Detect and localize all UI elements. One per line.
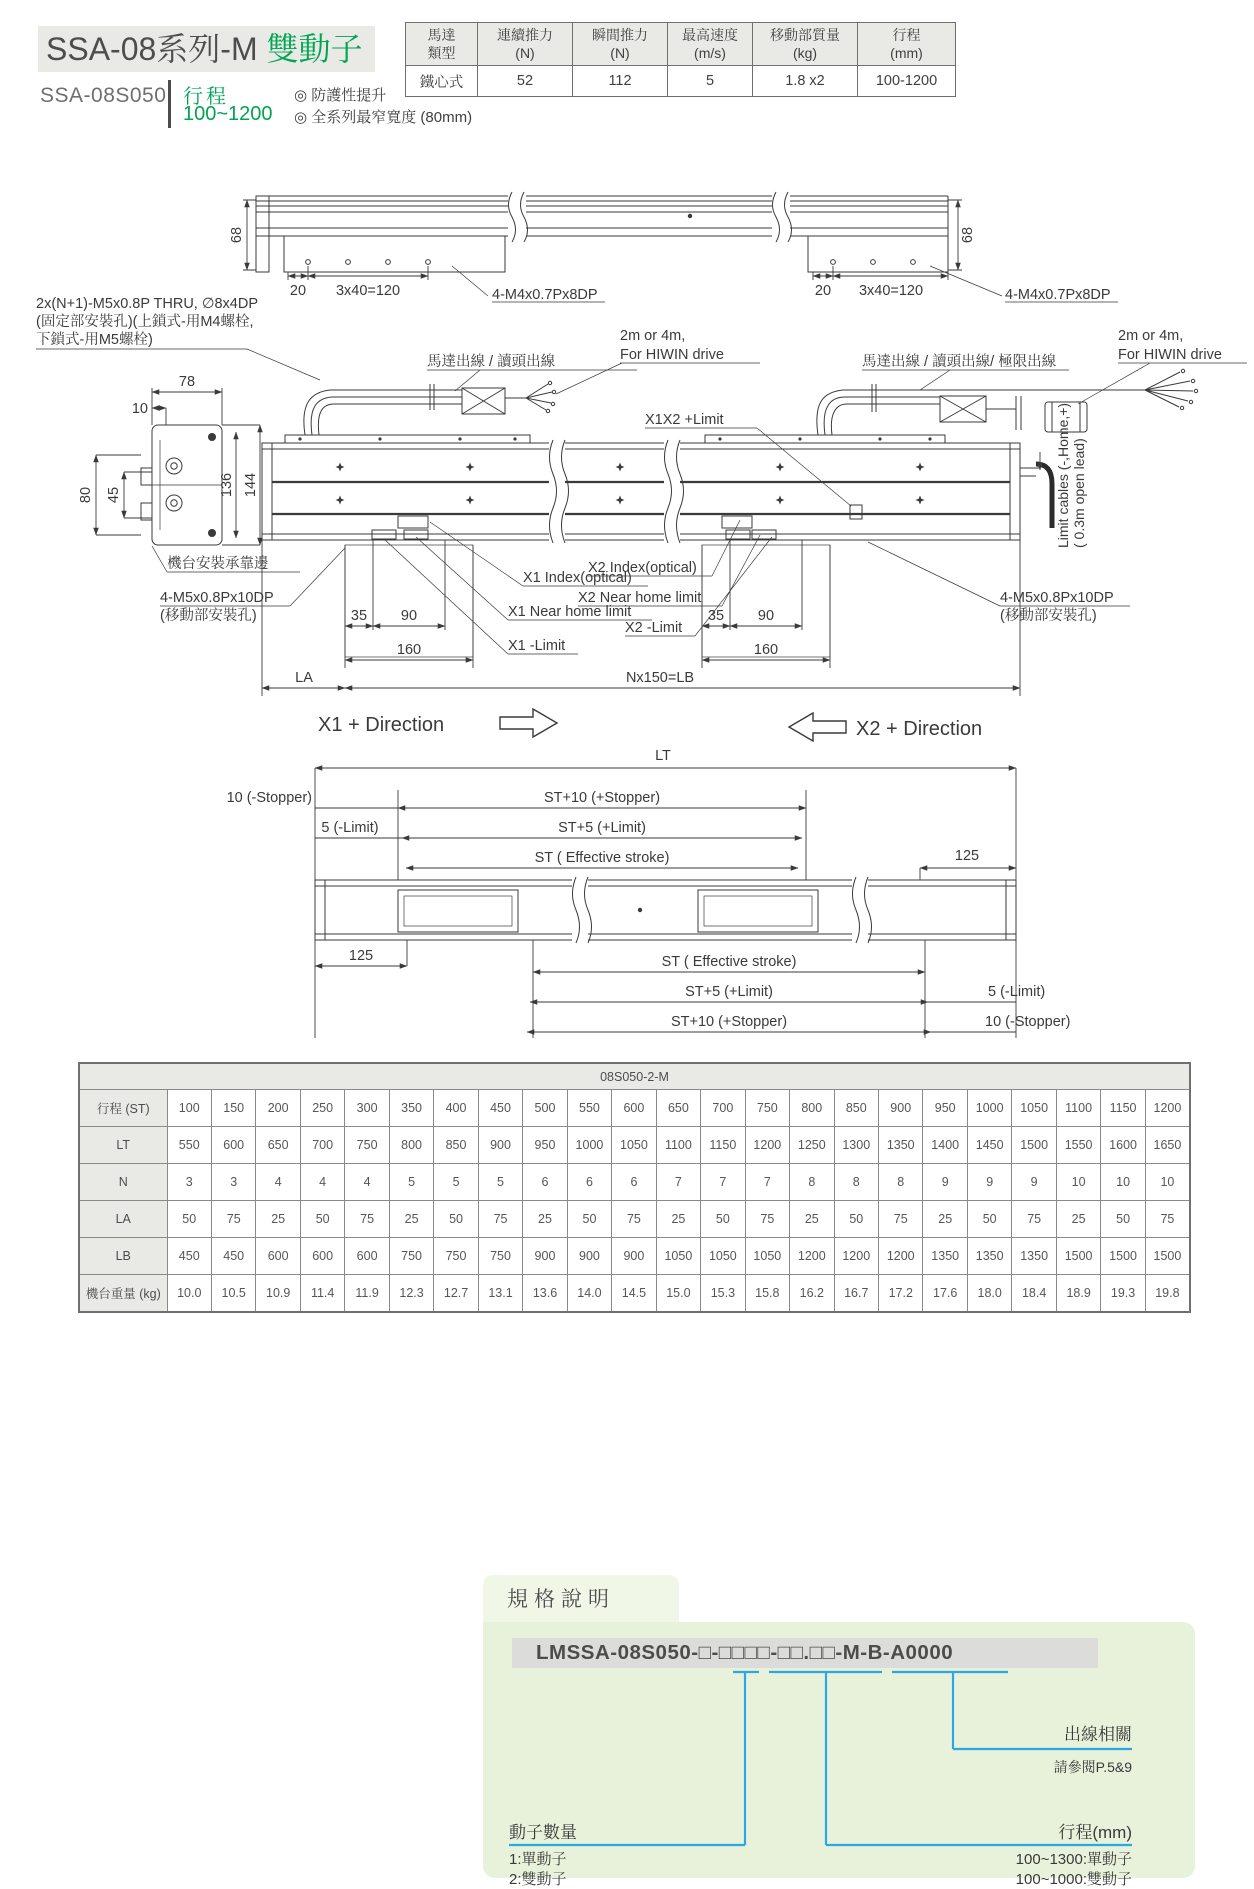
spec-table-header-cell: 移動部質量 (kg): [753, 23, 858, 66]
forcer-option-2: 2:雙動子: [509, 1871, 567, 1888]
dim-cell: 1150: [1101, 1090, 1145, 1127]
limit-plus-bottom: ST+5 (+Limit): [685, 984, 773, 1000]
mount-note-left-line2: (移動部安裝孔): [160, 608, 257, 624]
dim-cell: 7: [745, 1164, 789, 1201]
dim-row-label: LA: [79, 1201, 167, 1238]
dim-cell: 8: [790, 1164, 834, 1201]
break-line-icon: [572, 877, 872, 943]
dim-cell: 1350: [1012, 1238, 1056, 1275]
model-name: SSA-08S050: [40, 84, 167, 107]
dim-125-top: 125: [954, 848, 980, 864]
dim-cell: 1100: [1056, 1090, 1100, 1127]
hiwin-drive-right-line1: 2m or 4m,: [1118, 328, 1184, 344]
dim-35-right: 35: [707, 608, 725, 624]
dim-cell: 18.9: [1056, 1275, 1100, 1313]
dim-20-right: 20: [814, 283, 832, 299]
dim-row-label: N: [79, 1164, 167, 1201]
dim-cell: 5: [389, 1164, 433, 1201]
dim-cell: 75: [211, 1201, 255, 1238]
dim-cell: 1050: [1012, 1090, 1056, 1127]
dim-cell: 18.4: [1012, 1275, 1056, 1313]
dim-cell: 450: [167, 1238, 211, 1275]
dim-cell: 1200: [1145, 1090, 1190, 1127]
dim-cell: 4: [256, 1164, 300, 1201]
dim-cell: 750: [478, 1238, 522, 1275]
dim-cell: 9: [1012, 1164, 1056, 1201]
dim-cell: 500: [523, 1090, 567, 1127]
dim-cell: 300: [345, 1090, 389, 1127]
mount-note-right-line1: 4-M5x0.8Px10DP: [1000, 590, 1114, 606]
mount-note-left-line1: 4-M5x0.8Px10DP: [160, 590, 274, 606]
dim-cell: 600: [211, 1127, 255, 1164]
spec-table-header-cell: 行程 (mm): [858, 23, 956, 66]
hiwin-drive-left-line2: For HIWIN drive: [620, 347, 724, 363]
dim-cell: 50: [167, 1201, 211, 1238]
dim-cell: 1350: [923, 1238, 967, 1275]
x1-direction-label: X1 + Direction: [318, 714, 445, 736]
dim-cell: 900: [879, 1090, 923, 1127]
hiwin-drive-right-line2: For HIWIN drive: [1118, 347, 1222, 363]
dim-cell: 50: [967, 1201, 1011, 1238]
dim-table-row: [79, 1201, 1190, 1238]
dim-cell: 75: [612, 1201, 656, 1238]
dim-160-right: 160: [753, 642, 779, 658]
limit-cable: [1020, 452, 1052, 528]
dim-cell: 1050: [612, 1127, 656, 1164]
dim-cell: 950: [923, 1090, 967, 1127]
dim-cell: 450: [211, 1238, 255, 1275]
dim-cell: 250: [300, 1090, 344, 1127]
dim-144: 144: [243, 472, 259, 498]
x1-home-label: X1 Near home limit: [508, 604, 632, 620]
dim-cell: 10: [1101, 1164, 1145, 1201]
dim-cell: 1200: [879, 1238, 923, 1275]
x2-direction-label: X2 + Direction: [856, 718, 983, 740]
callout-lines: [509, 1672, 1132, 1845]
arrow-right-icon: [500, 709, 557, 737]
limit-cable-label-line2: ( 0.3m open lead): [1071, 438, 1087, 548]
dim-cell: 550: [167, 1127, 211, 1164]
dim-cell: 600: [256, 1238, 300, 1275]
dim-cell: 17.2: [879, 1275, 923, 1313]
dim-10: 10: [131, 401, 148, 417]
dim-cell: 1050: [656, 1238, 700, 1275]
page-title-highlight: 雙動子: [266, 31, 363, 67]
x1x2-limit-label: X1X2 +Limit: [645, 412, 724, 428]
dim-cell: 750: [345, 1127, 389, 1164]
dim-cell: 10: [1056, 1164, 1100, 1201]
dim-cell: 1200: [745, 1127, 789, 1164]
limit-minus-bottom: 5 (-Limit): [988, 984, 1046, 1000]
stopper-minus-top: 10 (-Stopper): [226, 790, 312, 806]
dim-cell: 75: [1145, 1201, 1190, 1238]
stroke-label: 行程: [183, 86, 229, 108]
dim-cell: 14.5: [612, 1275, 656, 1313]
dim-cell: 50: [300, 1201, 344, 1238]
dim-cell: 1350: [967, 1238, 1011, 1275]
dim-cell: 1400: [923, 1127, 967, 1164]
dim-la: LA: [295, 670, 313, 686]
dim-cell: 6: [612, 1164, 656, 1201]
dim-cell: 1500: [1145, 1238, 1190, 1275]
dim-cell: 1150: [701, 1127, 745, 1164]
arrow-left-icon: [789, 713, 846, 741]
dim-cell: 1050: [745, 1238, 789, 1275]
dim-cell: 1100: [656, 1127, 700, 1164]
wiring-callout-title: 出線相關: [1064, 1725, 1132, 1744]
dim-table-title-row: [79, 1063, 1190, 1090]
dim-cell: 75: [879, 1201, 923, 1238]
top-side-view: [229, 192, 1118, 303]
dim-20-left: 20: [289, 283, 307, 299]
feature-bullet-2: ◎ 全系列最窄寬度 (80mm): [294, 109, 473, 126]
dim-cell: 25: [389, 1201, 433, 1238]
dimension-table-wrap: [78, 1062, 1191, 1313]
dim-90-left: 90: [400, 608, 418, 624]
dim-cell: 1550: [1056, 1127, 1100, 1164]
spec-table-header-cell: 最高速度 (m/s): [668, 23, 753, 66]
motor-cable-right-label: 馬達出線 / 讀頭出線/ 極限出線: [862, 354, 1057, 370]
dim-68-left: 68: [229, 226, 245, 244]
spec-table-header-cell: 瞬間推力 (N): [573, 23, 668, 66]
dim-125-bottom: 125: [348, 948, 374, 964]
dim-cell: 75: [345, 1201, 389, 1238]
dim-35-left: 35: [350, 608, 368, 624]
dim-cell: 12.7: [434, 1275, 478, 1313]
dim-cell: 1250: [790, 1127, 834, 1164]
dim-cell: 750: [745, 1090, 789, 1127]
dim-cell: 4: [345, 1164, 389, 1201]
feature-bullet-1: ◎ 防護性提升: [294, 87, 387, 104]
fixing-note-line1: 2x(N+1)-M5x0.8P THRU, ∅8x4DP: [36, 296, 259, 312]
dim-row-label: 行程 (ST): [79, 1090, 167, 1127]
dim-cell: 10: [1145, 1164, 1190, 1201]
x2-limit-label: X2 -Limit: [625, 620, 683, 636]
dim-cell: 1600: [1101, 1127, 1145, 1164]
dim-cell: 6: [523, 1164, 567, 1201]
dim-cell: 800: [790, 1090, 834, 1127]
dim-cell: 1500: [1012, 1127, 1056, 1164]
fixing-note-line3: 下鎖式-用M5螺栓): [36, 332, 153, 348]
dim-cell: 700: [300, 1127, 344, 1164]
dim-3x40-right: 3x40=120: [858, 283, 924, 299]
dim-table-row: [79, 1127, 1190, 1164]
dim-cell: 1350: [879, 1127, 923, 1164]
model-code: LMSSA-08S050-□-□□□□-□□.□□-M-B-A0000: [536, 1641, 954, 1664]
dim-cell: 1300: [834, 1127, 878, 1164]
dim-cell: 900: [523, 1238, 567, 1275]
dim-cell: 19.8: [1145, 1275, 1190, 1313]
dim-cell: 8: [879, 1164, 923, 1201]
dim-cell: 16.2: [790, 1275, 834, 1313]
dim-cell: 7: [701, 1164, 745, 1201]
dim-cell: 900: [567, 1238, 611, 1275]
dim-cell: 50: [567, 1201, 611, 1238]
dim-cell: 50: [1101, 1201, 1145, 1238]
dim-cell: 15.0: [656, 1275, 700, 1313]
dim-cell: 5: [478, 1164, 522, 1201]
dim-cell: 350: [389, 1090, 433, 1127]
dim-cell: 550: [567, 1090, 611, 1127]
screw-note-right: 4-M4x0.7Px8DP: [1005, 287, 1111, 303]
spec-section-title: 規格說明: [507, 1588, 615, 1611]
dim-row-label: 機台重量 (kg): [79, 1275, 167, 1313]
effective-stroke-top: ST ( Effective stroke): [534, 850, 670, 866]
direction-row: [318, 709, 982, 741]
dim-cell: 25: [923, 1201, 967, 1238]
spec-table-cell: 100-1200: [858, 66, 956, 97]
stroke-option-1: 100~1300:單動子: [1015, 1851, 1132, 1868]
plan-view: [36, 296, 1247, 696]
dim-cell: 17.6: [923, 1275, 967, 1313]
dim-cell: 1200: [790, 1238, 834, 1275]
dim-cell: 19.3: [1101, 1275, 1145, 1313]
page-title-text: SSA-08系列-M: [46, 31, 267, 67]
dim-cell: 1000: [567, 1127, 611, 1164]
dim-cell: 1450: [967, 1127, 1011, 1164]
dim-cell: 11.4: [300, 1275, 344, 1313]
dim-cell: 450: [478, 1090, 522, 1127]
dim-cell: 10.9: [256, 1275, 300, 1313]
dim-cell: 25: [790, 1201, 834, 1238]
dim-cell: 750: [434, 1238, 478, 1275]
dim-cell: 8: [834, 1164, 878, 1201]
dimension-table-body: [79, 1063, 1190, 1312]
dim-cell: 600: [345, 1238, 389, 1275]
dim-cell: 25: [656, 1201, 700, 1238]
stopper-plus-top: ST+10 (+Stopper): [543, 790, 661, 806]
motor-cable-left: [304, 381, 556, 435]
dim-cell: 15.3: [701, 1275, 745, 1313]
stroke-option-2: 100~1000:雙動子: [1015, 1871, 1132, 1888]
dim-cell: 9: [923, 1164, 967, 1201]
dim-cell: 7: [656, 1164, 700, 1201]
break-line-icon: [508, 192, 792, 242]
dim-lb: Nx150=LB: [625, 670, 695, 686]
limit-cable-label-line1: Limit cables (-,Home,+): [1055, 402, 1071, 548]
fixing-note-line2: (固定部安裝孔)(上鎖式-用M4螺栓,: [36, 314, 254, 330]
stroke-diagram: [227, 748, 1071, 1038]
dim-cell: 10.0: [167, 1275, 211, 1313]
stroke-callout-title: 行程(mm): [1058, 1823, 1132, 1842]
spec-table-cell: 5: [668, 66, 753, 97]
dim-table-row: [79, 1164, 1190, 1201]
dim-cell: 50: [701, 1201, 745, 1238]
dim-cell: 800: [389, 1127, 433, 1164]
dim-cell: 3: [167, 1164, 211, 1201]
motor-cable-left-label: 馬達出線 / 讀頭出線: [427, 354, 556, 370]
dim-78: 78: [178, 374, 196, 390]
wiring-callout-note: 請參閱P.5&9: [1053, 1759, 1132, 1775]
spec-table-header-cell: 連續推力 (N): [478, 23, 573, 66]
dim-cell: 650: [656, 1090, 700, 1127]
dim-cell: 650: [256, 1127, 300, 1164]
dim-cell: 16.7: [834, 1275, 878, 1313]
dim-cell: 75: [745, 1201, 789, 1238]
dim-lt: LT: [655, 748, 671, 764]
dim-cell: 150: [211, 1090, 255, 1127]
effective-stroke-bottom: ST ( Effective stroke): [661, 954, 797, 970]
dim-cell: 9: [967, 1164, 1011, 1201]
dim-cell: 900: [612, 1238, 656, 1275]
dim-cell: 1050: [701, 1238, 745, 1275]
dim-160-left: 160: [396, 642, 422, 658]
dim-cell: 25: [256, 1201, 300, 1238]
limit-minus-top: 5 (-Limit): [321, 820, 379, 836]
spec-table-header-cell: 馬達 類型: [406, 23, 478, 66]
stopper-minus-bottom: 10 (-Stopper): [985, 1014, 1071, 1030]
dim-cell: 12.3: [389, 1275, 433, 1313]
spec-table-cell: 鐵心式: [406, 66, 478, 97]
model-code-callouts: [0, 1540, 1254, 1889]
dim-cell: 11.9: [345, 1275, 389, 1313]
dim-80: 80: [78, 486, 94, 504]
stopper-plus-bottom: ST+10 (+Stopper): [670, 1014, 788, 1030]
forcer-callout-title: 動子數量: [509, 1823, 577, 1842]
dim-cell: 50: [434, 1201, 478, 1238]
dim-cell: 50: [834, 1201, 878, 1238]
x2-home-label: X2 Near home limit: [578, 590, 702, 606]
screw-note-left: 4-M4x0.7Px8DP: [492, 287, 598, 303]
datum-edge-label: 機台安裝承靠邊: [167, 556, 269, 572]
dim-row-label: LT: [79, 1127, 167, 1164]
dim-table-row: [79, 1275, 1190, 1313]
x2-index-label: X2 Index(optical): [588, 560, 697, 576]
dim-cell: 13.1: [478, 1275, 522, 1313]
dim-cell: 1200: [834, 1238, 878, 1275]
dim-cell: 850: [434, 1127, 478, 1164]
dim-table-row: [79, 1238, 1190, 1275]
dim-cell: 5: [434, 1164, 478, 1201]
dim-3x40-left: 3x40=120: [335, 283, 401, 299]
dim-cell: 750: [389, 1238, 433, 1275]
dim-cell: 1650: [1145, 1127, 1190, 1164]
dim-cell: 6: [567, 1164, 611, 1201]
break-line-icon: [549, 440, 684, 543]
dim-cell: 4: [300, 1164, 344, 1201]
dim-cell: 850: [834, 1090, 878, 1127]
x1-index-label: X1 Index(optical): [523, 570, 632, 586]
dim-cell: 1000: [967, 1090, 1011, 1127]
dim-table-row: [79, 1090, 1190, 1127]
limit-plus-top: ST+5 (+Limit): [558, 820, 646, 836]
dim-cell: 950: [523, 1127, 567, 1164]
dim-cell: 3: [211, 1164, 255, 1201]
dim-136: 136: [219, 472, 235, 498]
dim-cell: 900: [478, 1127, 522, 1164]
motor-cable-right: [817, 369, 1198, 435]
dim-90-right: 90: [757, 608, 775, 624]
dim-cell: 13.6: [523, 1275, 567, 1313]
stroke-range: 100~1200: [183, 103, 273, 125]
dim-cell: 15.8: [745, 1275, 789, 1313]
forcer-option-1: 1:單動子: [509, 1851, 567, 1868]
dim-cell: 75: [478, 1201, 522, 1238]
dim-cell: 1500: [1101, 1238, 1145, 1275]
spec-table-cell: 1.8 x2: [753, 66, 858, 97]
plan-rail: [262, 435, 1020, 543]
dim-row-label: LB: [79, 1238, 167, 1275]
dim-cell: 75: [1012, 1201, 1056, 1238]
dim-cell: 10.5: [211, 1275, 255, 1313]
dimension-table: [78, 1062, 1191, 1313]
dim-cell: 200: [256, 1090, 300, 1127]
dim-cell: 100: [167, 1090, 211, 1127]
dim-cell: 600: [612, 1090, 656, 1127]
dim-68-right: 68: [960, 226, 976, 244]
dim-table-title: 08S050-2-M: [79, 1063, 1190, 1090]
spec-table-cell: 52: [478, 66, 573, 97]
dim-cell: 25: [1056, 1201, 1100, 1238]
dim-cell: 14.0: [567, 1275, 611, 1313]
dim-cell: 700: [701, 1090, 745, 1127]
hiwin-drive-left-line1: 2m or 4m,: [620, 328, 686, 344]
dim-cell: 25: [523, 1201, 567, 1238]
dim-cell: 400: [434, 1090, 478, 1127]
dim-45: 45: [106, 486, 122, 504]
mount-note-right-line2: (移動部安裝孔): [1000, 608, 1097, 624]
dim-cell: 18.0: [967, 1275, 1011, 1313]
x1-limit-label: X1 -Limit: [508, 638, 566, 654]
dim-cell: 1500: [1056, 1238, 1100, 1275]
dim-cell: 600: [300, 1238, 344, 1275]
end-view: [78, 374, 300, 572]
spec-table-cell: 112: [573, 66, 668, 97]
